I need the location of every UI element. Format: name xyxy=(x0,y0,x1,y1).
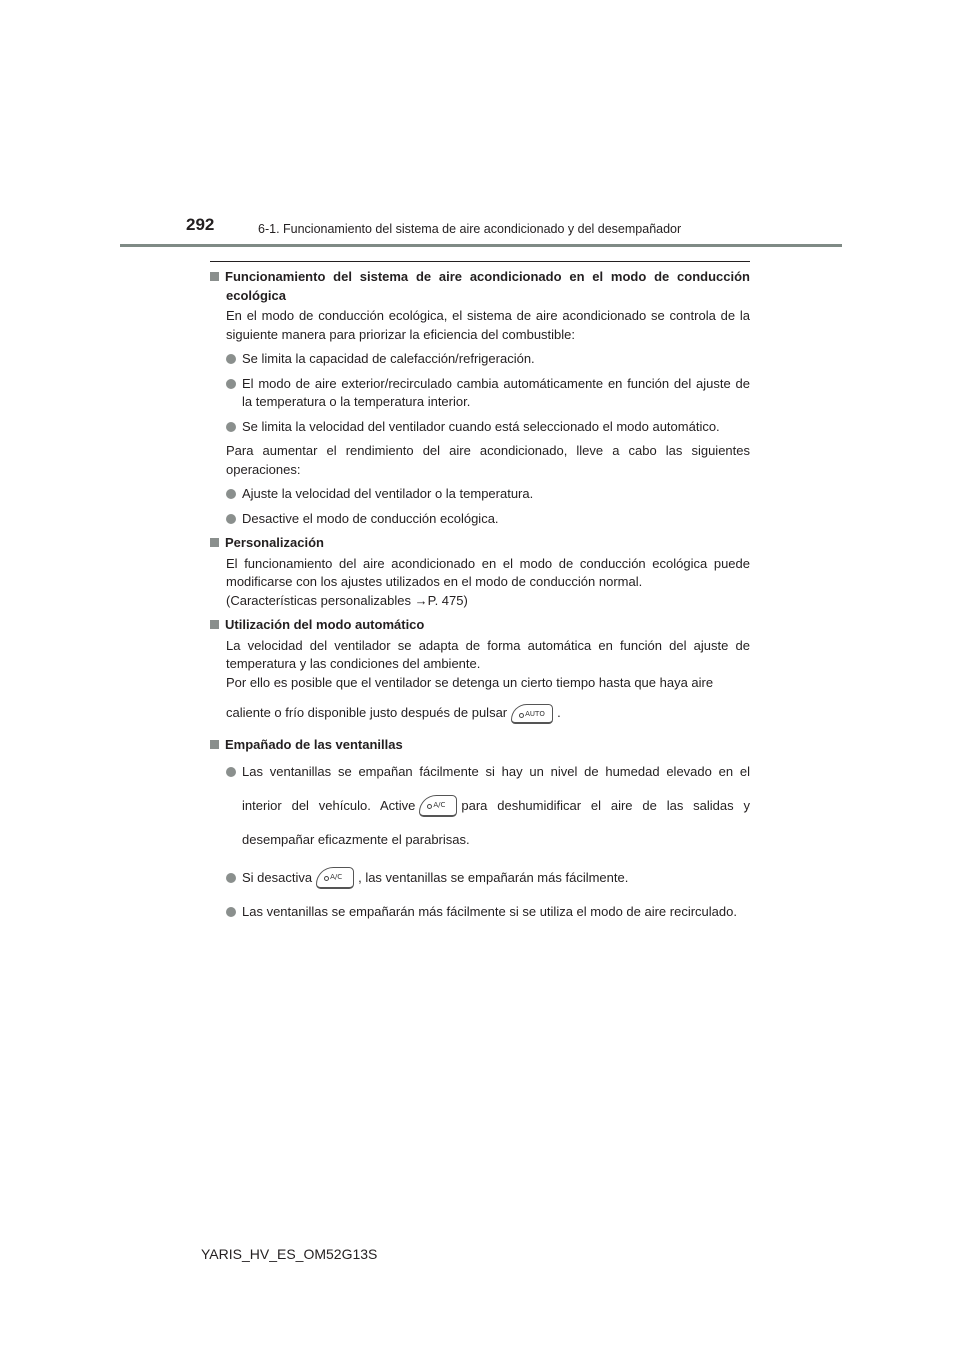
page-number: 292 xyxy=(186,215,215,234)
section-heading: Personalización xyxy=(210,534,750,553)
square-bullet-icon xyxy=(210,620,219,629)
ac-button-icon: A/C xyxy=(419,795,457,817)
ac-button-icon: A/C xyxy=(316,867,354,889)
circle-bullet-icon xyxy=(226,422,236,432)
document-code: YARIS_HV_ES_OM52G13S xyxy=(201,1246,378,1262)
list-item: Desactive el modo de conducción ecológica. xyxy=(210,510,750,529)
circle-bullet-icon xyxy=(226,379,236,389)
page-reference: P. 475) xyxy=(427,592,468,608)
circle-bullet-icon xyxy=(226,907,236,917)
paragraph: En el modo de conducción ecológica, el sistema de aire acondicionado se controla de la siguiente manera para priorizar la eficiencia del combustible: xyxy=(226,308,750,342)
section-window-fogging xyxy=(210,736,750,921)
section-heading: Empañado de las ventanillas xyxy=(210,736,750,755)
auto-button-icon: AUTO xyxy=(511,704,553,724)
list-item: Se limita la velocidad del ventilador cuando está seleccionado el modo automático. xyxy=(210,418,750,437)
circle-bullet-icon xyxy=(226,514,236,524)
section-customization xyxy=(210,534,750,610)
section-heading: Utilización del modo automático xyxy=(210,616,750,635)
list-item: Se limita la capacidad de calefacción/refrigeración. xyxy=(210,350,750,369)
paragraph: caliente o frío disponible justo después de pulsar AUTO . xyxy=(210,696,750,730)
square-bullet-icon xyxy=(210,740,219,749)
section-heading: Funcionamiento del sistema de aire acondicionado en el modo de conducción ecológica xyxy=(210,268,750,305)
chapter-title: 6-1. Funcionamiento del sistema de aire acondicionado y del desempañador xyxy=(258,222,682,236)
list-item: Las ventanillas se empañan fácilmente si hay un nivel de humedad elevado en el interior del vehículo. Active A/C para deshumidificar el aire de las salidas y desempañar eficazmente el parabrisas. xyxy=(210,755,750,857)
circle-bullet-icon xyxy=(226,354,236,364)
list-item: Si desactiva A/C , las ventanillas se empañarán más fácilmente. xyxy=(210,861,750,895)
header-divider xyxy=(120,244,842,247)
page-content xyxy=(210,268,750,921)
list-item: El modo de aire exterior/recirculado cambia automáticamente en función del ajuste de la temperatura o la temperatura interior. xyxy=(210,375,750,412)
circle-bullet-icon xyxy=(226,489,236,499)
list-item: Las ventanillas se empañarán más fácilmente si se utiliza el modo de aire recirculado. xyxy=(210,903,750,922)
paragraph: Para aumentar el rendimiento del aire acondicionado, lleve a cabo las siguientes operaciones: xyxy=(226,443,750,477)
paragraph: El funcionamiento del aire acondicionado en el modo de conducción ecológica puede modificarse con los ajustes utilizados en el modo de conducción normal. (Características personalizables →P. 475) xyxy=(226,555,750,608)
circle-bullet-icon xyxy=(226,767,236,777)
list-item: Ajuste la velocidad del ventilador o la temperatura. xyxy=(210,485,750,504)
paragraph: La velocidad del ventilador se adapta de forma automática en función del ajuste de temperatura y las condiciones del ambiente. Por ello es posible que el ventilador se detenga un cierto tiempo hasta que haya aire xyxy=(226,637,750,690)
section-eco xyxy=(210,268,750,528)
square-bullet-icon xyxy=(210,272,219,281)
arrow-right-icon: → xyxy=(414,592,428,608)
square-bullet-icon xyxy=(210,538,219,547)
section-auto-mode xyxy=(210,616,750,730)
section-divider xyxy=(210,261,750,262)
circle-bullet-icon xyxy=(226,873,236,883)
